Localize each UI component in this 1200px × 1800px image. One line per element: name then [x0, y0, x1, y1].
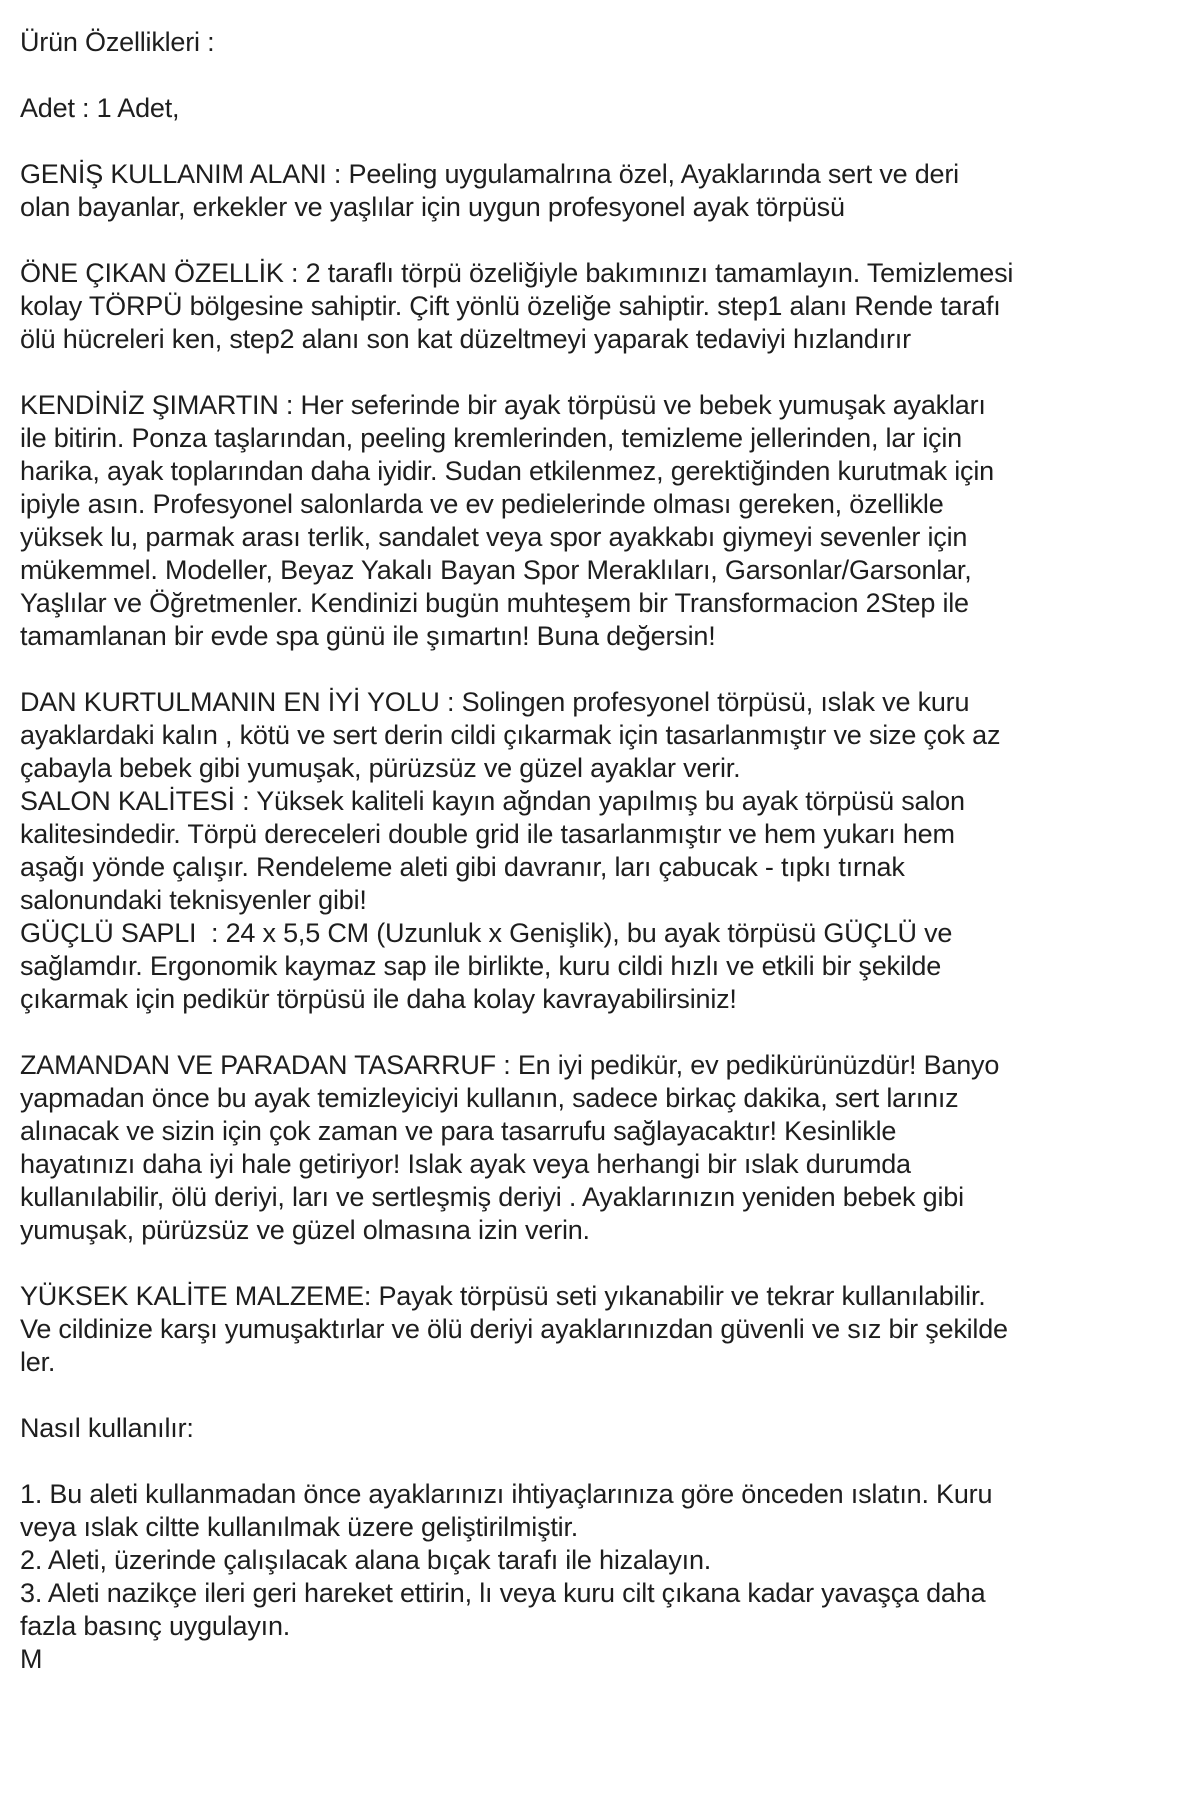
paragraph-line: KENDİNİZ ŞIMARTIN : Her seferinde bir ayak törpüsü ve bebek yumuşak ayakları ile bitirin. Ponza taşlarından, peeling kremlerinden, temizleme jellerinden, lar için harika, ayak toplarından daha iyidir. Sudan etkilenmez, gerektiğinden kurutmak için ipiyle asın. Profesyonel salonlarda ve ev pedielerinde olması gereken, özellikle yüksek lu, parmak arası terlik, sandalet veya spor ayakkabı giymeyi sevenler için mükemmel. Modeller, Beyaz Yakalı Bayan Spor Meraklıları, Garsonlar/Garsonlar, Yaşlılar ve Öğretmenler. Kendinizi bugün muhteşem bir Transformacion 2Step ile tamamlanan bir evde spa günü ile şımartın! Buna değersin! [20, 390, 1002, 651]
paragraph-line: M [20, 1644, 43, 1674]
paragraph [20, 26, 1015, 59]
paragraph-line: DAN KURTULMANIN EN İYİ YOLU : Solingen profesyonel törpüsü, ıslak ve kuru ayaklardaki kalın , kötü ve sert derin cildi çıkarmak için tasarlanmıştır ve size çok az çabayla bebek gibi yumuşak, pürüzsüz ve güzel ayaklar verir. [20, 687, 1008, 783]
paragraph [20, 1280, 1015, 1379]
paragraph [20, 158, 1015, 224]
paragraph [20, 686, 1015, 1016]
paragraph-line: GÜÇLÜ SAPLI : 24 x 5,5 CM (Uzunluk x Genişlik), bu ayak törpüsü GÜÇLÜ ve sağlamdır. Ergonomik kaymaz sap ile birlikte, kuru cildi hızlı ve etkili bir şekilde çıkarmak için pedikür törpüsü ile daha kolay kavrayabilirsiniz! [20, 918, 960, 1014]
paragraph [20, 389, 1015, 653]
paragraph [20, 1049, 1015, 1247]
paragraph-line: ÖNE ÇIKAN ÖZELLİK : 2 taraflı törpü özeliğiyle bakımınızı tamamlayın. Temizlemesi kolay TÖRPÜ bölgesine sahiptir. Çift yönlü özeliğe sahiptir. step1 alanı Rende tarafı ölü hücreleri ken, step2 alanı son kat düzeltmeyi yaparak tedaviyi hızlandırır [20, 258, 1021, 354]
paragraph [20, 1478, 1015, 1676]
paragraph-line: GENİŞ KULLANIM ALANI : Peeling uygulamalrına özel, Ayaklarında sert ve deri olan bayanlar, erkekler ve yaşlılar için uygun profesyonel ayak törpüsü [20, 159, 967, 222]
paragraph [20, 257, 1021, 356]
product-description-text [20, 26, 1021, 1676]
paragraph [20, 92, 1015, 125]
paragraph-line: ZAMANDAN VE PARADAN TASARRUF : En iyi pedikür, ev pedikürünüzdür! Banyo yapmadan önce bu ayak temizleyiciyi kullanın, sadece birkaç dakika, sert larınız alınacak ve sizin için çok zaman ve para tasarrufu sağlayacaktır! Kesinlikle hayatınızı daha iyi hale getiriyor! Islak ayak veya herhangi bir ıslak durumda kullanılabilir, ölü deriyi, ları ve sertleşmiş deriyi . Ayaklarınızın yeniden bebek gibi yumuşak, pürüzsüz ve güzel olmasına izin verin. [20, 1050, 1007, 1245]
paragraph-line: 3. Aleti nazikçe ileri geri hareket ettirin, lı veya kuru cilt çıkana kadar yavaşça daha fazla basınç uygulayın. [20, 1578, 993, 1641]
paragraph-line: Nasıl kullanılır: [20, 1413, 194, 1443]
paragraph-line: 2. Aleti, üzerinde çalışılacak alana bıçak tarafı ile hizalayın. [20, 1545, 712, 1575]
paragraph-line: Ürün Özellikleri : [20, 27, 215, 57]
paragraph [20, 1412, 1015, 1445]
paragraph-line: YÜKSEK KALİTE MALZEME: Payak törpüsü seti yıkanabilir ve tekrar kullanılabilir. Ve cildinize karşı yumuşaktırlar ve ölü deriyi ayaklarınızdan güvenli ve sız bir şekilde ler. [20, 1281, 1016, 1377]
paragraph-line: 1. Bu aleti kullanmadan önce ayaklarınızı ihtiyaçlarınıza göre önceden ıslatın. Kuru veya ıslak ciltte kullanılmak üzere geliştirilmiştir. [20, 1479, 1000, 1542]
paragraph-line: Adet : 1 Adet, [20, 93, 180, 123]
paragraph-line: SALON KALİTESİ : Yüksek kaliteli kayın ağndan yapılmış bu ayak törpüsü salon kalitesindedir. Törpü dereceleri double grid ile tasarlanmıştır ve hem yukarı hem aşağı yönde çalışır. Rendeleme aleti gibi davranır, ları çabucak - tıpkı tırnak salonundaki teknisyenler gibi! [20, 786, 973, 915]
